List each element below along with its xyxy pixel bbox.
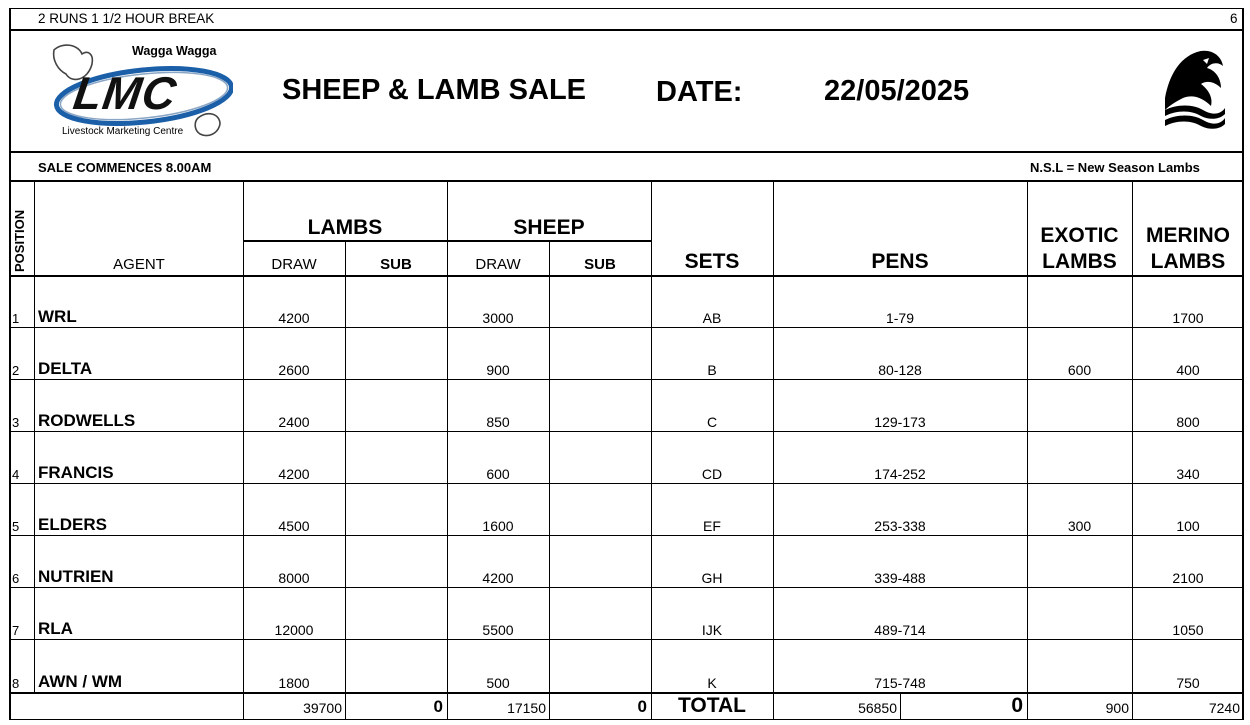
row-position: 3	[12, 415, 20, 430]
row-agent: FRANCIS	[38, 463, 114, 482]
row-position: 2	[12, 363, 20, 378]
row-sets: B	[707, 362, 717, 378]
row-lambs-draw: 1800	[278, 675, 310, 691]
logo-subtitle: Livestock Marketing Centre	[62, 126, 184, 137]
bird-emblem	[1163, 48, 1227, 130]
total-lambs-draw: 39700	[303, 700, 342, 716]
row-sets: K	[707, 675, 717, 691]
row-merino: 800	[1176, 414, 1200, 430]
row-sheep-draw: 3000	[482, 310, 514, 326]
row-agent: NUTRIEN	[38, 567, 114, 586]
total-label: TOTAL	[677, 694, 747, 717]
row-pens: 489-714	[874, 622, 926, 638]
col-exotic-1: EXOTIC	[1040, 224, 1119, 247]
row-agent: AWN / WM	[38, 672, 123, 691]
row-merino: 1050	[1172, 622, 1204, 638]
nsl-note: N.S.L = New Season Lambs	[1030, 160, 1200, 175]
row-lambs-draw: 2400	[278, 414, 310, 430]
col-sheep-draw: DRAW	[475, 256, 521, 273]
row-position: 4	[12, 467, 20, 482]
total-sub: 0	[1011, 694, 1023, 717]
row-lambs-draw: 4200	[278, 310, 310, 326]
row-position: 1	[12, 311, 20, 326]
col-lambs-sub: SUB	[380, 256, 412, 273]
row-sheep-draw: 900	[486, 362, 510, 378]
row-merino: 750	[1176, 675, 1200, 691]
logo-city: Wagga Wagga	[132, 44, 217, 58]
page-number: 6	[1230, 11, 1238, 26]
row-pens: 715-748	[874, 675, 926, 691]
col-exotic-2: LAMBS	[1042, 250, 1117, 273]
row-sheep-draw: 5500	[482, 622, 514, 638]
row-pens: 80-128	[878, 362, 922, 378]
row-pens: 253-338	[874, 518, 926, 534]
row-sheep-draw: 500	[486, 675, 510, 691]
col-agent: AGENT	[113, 256, 165, 273]
row-exotic: 600	[1067, 362, 1092, 378]
total-draw: 56850	[858, 700, 897, 716]
row-pens: 129-173	[874, 414, 926, 430]
row-agent: RODWELLS	[38, 411, 136, 430]
row-lambs-draw: 12000	[274, 622, 314, 638]
row-pens: 1-79	[885, 310, 915, 326]
page-title: SHEEP & LAMB SALE	[282, 74, 587, 106]
bird-emblem-icon	[1163, 48, 1227, 130]
total-exotic: 900	[1105, 700, 1129, 716]
date-label: DATE:	[656, 76, 743, 108]
row-pens: 339-488	[874, 570, 926, 586]
col-sheep-sub: SUB	[584, 256, 616, 273]
row-sets: GH	[701, 570, 723, 586]
row-agent: DELTA	[38, 359, 93, 378]
row-pens: 174-252	[874, 466, 926, 482]
logo-mark: LMC	[70, 67, 181, 119]
row-sheep-draw: 1600	[482, 518, 514, 534]
total-merino: 7240	[1208, 700, 1240, 716]
total-sheep-draw: 17150	[507, 700, 546, 716]
row-lambs-draw: 4500	[278, 518, 310, 534]
row-merino: 400	[1176, 362, 1200, 378]
row-lambs-draw: 4200	[278, 466, 310, 482]
row-sheep-draw: 600	[486, 466, 510, 482]
row-lambs-draw: 2600	[278, 362, 310, 378]
row-agent: WRL	[38, 307, 77, 326]
row-agent: RLA	[38, 619, 73, 638]
row-merino: 100	[1176, 518, 1200, 534]
row-merino: 340	[1176, 466, 1200, 482]
row-sets: EF	[703, 518, 721, 534]
run-note: 2 RUNS 1 1/2 HOUR BREAK	[38, 11, 215, 26]
col-lambs: LAMBS	[307, 216, 383, 239]
row-agent: ELDERS	[38, 515, 107, 534]
total-sheep-sub: 0	[637, 697, 647, 716]
total-lambs-sub: 0	[433, 697, 443, 716]
row-sets: IJK	[701, 622, 723, 638]
sale-date: 22/05/2025	[824, 75, 970, 107]
col-sets: SETS	[684, 250, 740, 273]
col-pens: PENS	[871, 250, 929, 273]
col-merino-1: MERINO	[1146, 224, 1230, 247]
row-lambs-draw: 8000	[278, 570, 310, 586]
row-sets: CD	[701, 466, 723, 482]
col-merino-2: LAMBS	[1150, 250, 1226, 273]
row-position: 6	[12, 571, 20, 586]
row-position: 7	[12, 623, 20, 638]
row-position: 8	[12, 676, 20, 691]
row-merino: 1700	[1172, 310, 1204, 326]
row-sets: AB	[702, 310, 722, 326]
sale-commences: SALE COMMENCES 8.00AM	[38, 160, 212, 175]
row-exotic: 300	[1067, 518, 1092, 534]
row-sheep-draw: 4200	[482, 570, 514, 586]
row-merino: 2100	[1172, 570, 1204, 586]
row-sheep-draw: 850	[486, 414, 510, 430]
lmc-logo	[48, 40, 233, 144]
col-sheep: SHEEP	[513, 216, 585, 239]
col-lambs-draw: DRAW	[271, 256, 317, 273]
col-position: POSITION	[12, 209, 27, 272]
row-position: 5	[12, 519, 20, 534]
row-sets: C	[706, 414, 718, 430]
